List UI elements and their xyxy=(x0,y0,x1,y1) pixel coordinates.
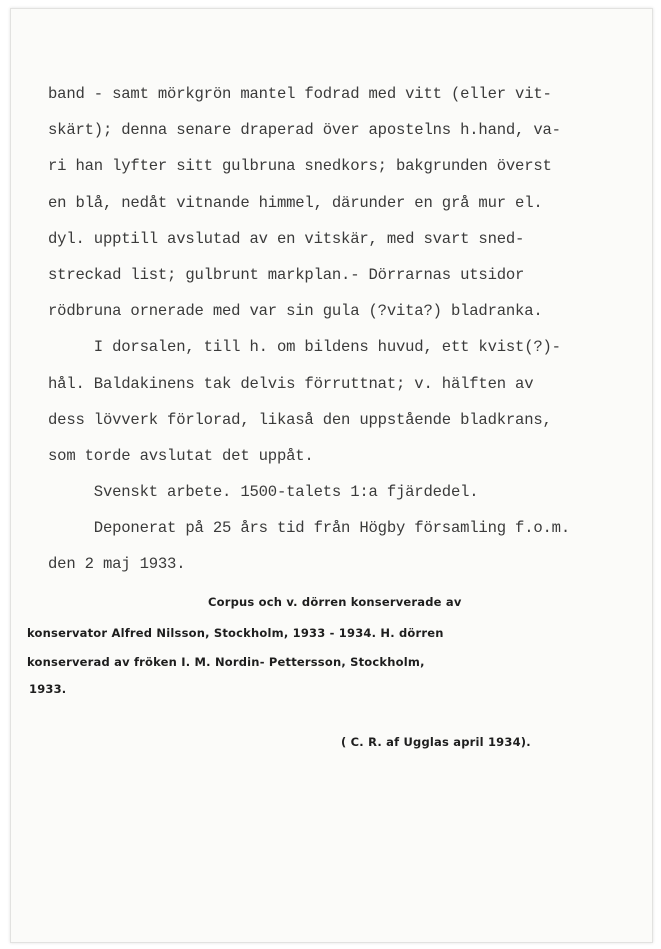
handwritten-line: konservator Alfred Nilsson, Stockholm, 1933 - 1934. H. dörren xyxy=(27,626,444,640)
typed-line: Deponerat på 25 års tid från Högby församling f.o.m. xyxy=(48,519,570,538)
typed-line: som torde avslutat det uppåt. xyxy=(48,446,314,465)
typed-line: Svenskt arbete. 1500-talets 1:a fjärdedel. xyxy=(48,483,479,502)
handwritten-line: Corpus och v. dörren konserverade av xyxy=(208,595,462,609)
typed-line: den 2 maj 1933. xyxy=(48,555,186,574)
handwritten-line: konserverad av fröken I. M. Nordin- Pettersson, Stockholm, xyxy=(27,655,425,669)
typed-line: streckad list; gulbrunt markplan.- Dörrarnas utsidor xyxy=(48,265,525,284)
typed-line: ri han lyfter sitt gulbruna snedkors; bakgrunden överst xyxy=(48,157,552,176)
typed-line: en blå, nedåt vitnande himmel, därunder en grå mur el. xyxy=(48,193,543,212)
handwritten-signature: ( C. R. af Ugglas april 1934). xyxy=(341,735,531,749)
typed-line: dyl. upptill avslutad av en vitskär, med svart sned- xyxy=(48,229,525,248)
handwritten-line: 1933. xyxy=(29,682,67,696)
typed-line: skärt); denna senare draperad över apostelns h.hand, va- xyxy=(48,121,561,140)
document-page xyxy=(10,8,653,943)
typed-line: dess lövverk förlorad, likaså den uppstående bladkrans, xyxy=(48,410,552,429)
typed-line: band - samt mörkgrön mantel fodrad med vitt (eller vit- xyxy=(48,85,552,103)
typed-text xyxy=(48,83,648,590)
typed-line: I dorsalen, till h. om bildens huvud, ett kvist(?)- xyxy=(48,338,561,357)
typed-line: hål. Baldakinens tak delvis förruttnat; v. hälften av xyxy=(48,374,534,393)
typed-line: rödbruna ornerade med var sin gula (?vita?) bladranka. xyxy=(48,302,543,321)
